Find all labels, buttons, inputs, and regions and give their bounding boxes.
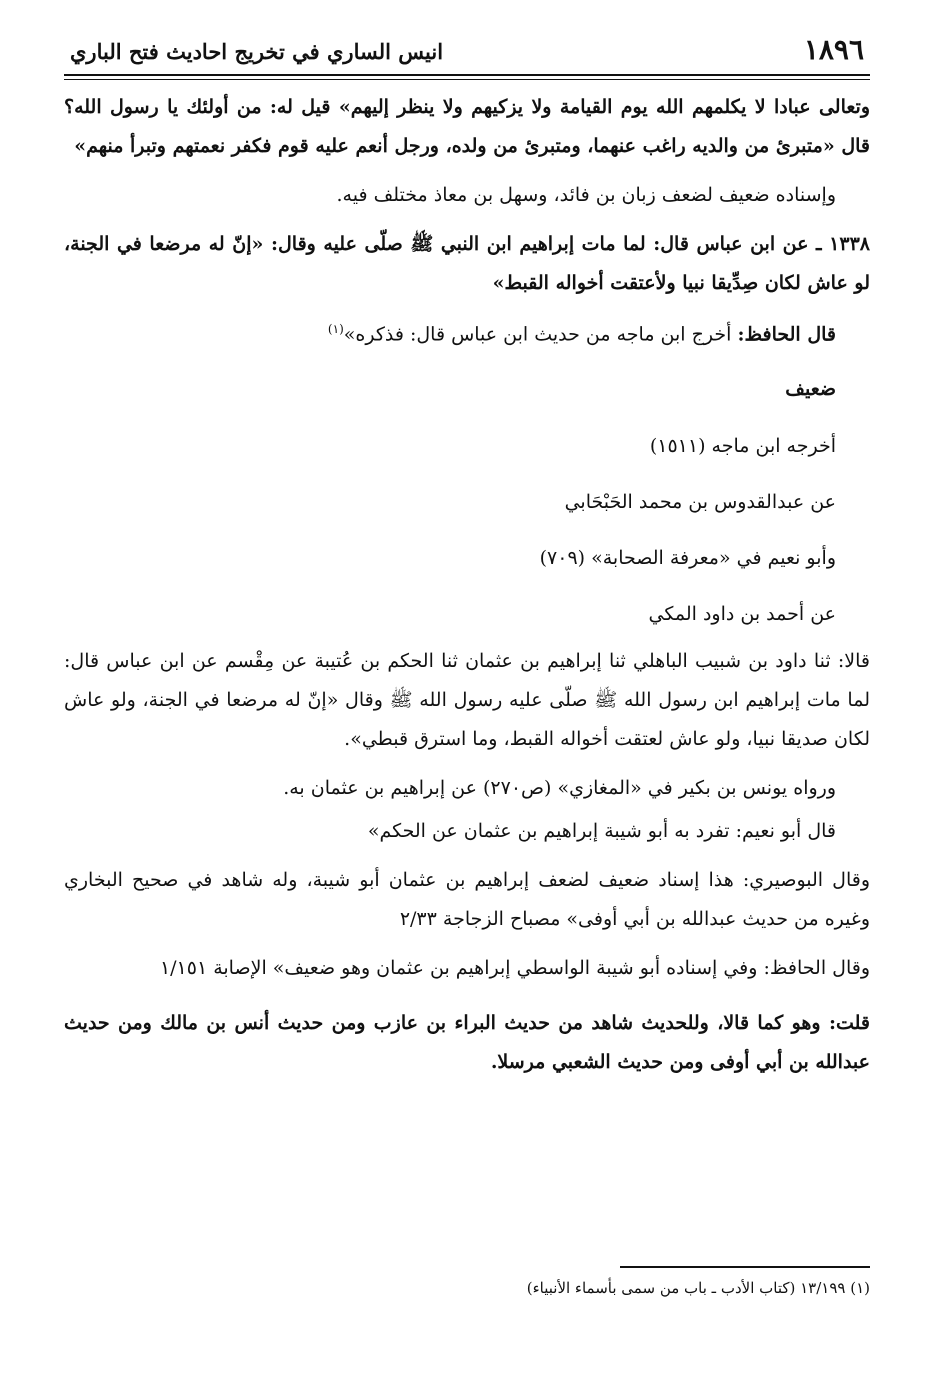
- busiri-comment: وقال البوصيري: هذا إسناد ضعيف لضعف إبراهيم بن عثمان أبو شيبة، وله شاهد في صحيح البخاري وغيره من حديث عبدالله بن أبي أوفى» مصباح الزجاجة ٢/٣٣: [64, 869, 870, 931]
- hafiz-text: أخرج ابن ماجه من حديث ابن عباس قال: فذكره»: [343, 323, 732, 346]
- book-title: انيس الساري في تخريج احاديث فتح الباري: [70, 39, 444, 64]
- isnad-full: [64, 642, 870, 759]
- hafiz-isaba-comment: وقال الحافظ: وفي إسناده أبو شيبة الواسطي إبراهيم بن عثمان وهو ضعيف» الإصابة ١/١٥١: [159, 957, 870, 980]
- page-header: [64, 30, 870, 76]
- narrator-ahmad: عن أحمد بن داود المكي: [648, 603, 836, 626]
- footnote-ref: (١): [327, 322, 344, 336]
- hafiz-statement: [64, 303, 870, 360]
- header-rule: [64, 79, 870, 80]
- page-number: ١٨٩٦: [803, 33, 864, 66]
- page-body: [64, 88, 870, 1082]
- footnote: (١) ١٣/١٩٩ (كتاب الأدب ـ باب من سمى بأسماء الأنبياء): [526, 1279, 870, 1297]
- hafiz-label: قال الحافظ:: [737, 323, 836, 346]
- isnad-text: قالا: ثنا داود بن شبيب الباهلي ثنا إبراهيم بن عثمان ثنا الحكم بن عُتيبة عن مِقْسم عن ابن عباس قال: لما مات إبراهيم ابن رسول الله ﷺ صلّى عليه رسول الله ﷺ وقال «إنّ له مرضعا في الجنة، ولو عاش لكان صديقا نبيا، ولو عاش لعتقت أخواله القبط، وما استرق قبطي».: [64, 650, 870, 751]
- hadith-continuation: وتعالى عبادا لا يكلمهم الله يوم القيامة ولا يزكيهم ولا ينظر إليهم» قيل له: من أولئك يا رسول الله؟ قال «متبرئ من والديه راغب عنهما، ومتبرئ من ولده، ورجل أنعم عليه قوم فكفر نعمتهم وتبرأ منهم»: [64, 96, 870, 157]
- abu-nuaym-comment: قال أبو نعيم: تفرد به أبو شيبة إبراهيم بن عثمان عن الحكم»: [367, 820, 836, 843]
- takhrij-abu-nuaym: وأبو نعيم في «معرفة الصحابة» (٧٠٩): [539, 547, 836, 570]
- hadith-1338: ١٣٣٨ ـ عن ابن عباس قال: لما مات إبراهيم ابن النبي ﷺ صلّى عليه وقال: «إنّ له مرضعا في الجنة، لو عاش لكان صِدِّيقا نبيا ولأعتقت أخواله القبط»: [64, 233, 870, 294]
- author-conclusion: قلت: وهو كما قالا، وللحديث شاهد من حديث البراء بن عازب ومن حديث أنس بن مالك ومن حديث عبدالله بن أبي أوفى ومن حديث الشعبي مرسلا.: [64, 1012, 870, 1074]
- takhrij-ibn-majah: أخرجه ابن ماجه (١٥١١): [649, 435, 836, 458]
- narrator-abdulquddus: عن عبدالقدوس بن محمد الحَبْحَابي: [564, 491, 836, 514]
- yunus-narration: ورواه يونس بن بكير في «المغازي» (ص٢٧٠) عن إبراهيم بن عثمان به.: [283, 777, 836, 800]
- grading: ضعيف: [785, 378, 836, 401]
- footnote-separator: [620, 1266, 870, 1268]
- isnad-note: وإسناده ضعيف لضعف زبان بن فائد، وسهل بن معاذ مختلف فيه.: [336, 184, 836, 206]
